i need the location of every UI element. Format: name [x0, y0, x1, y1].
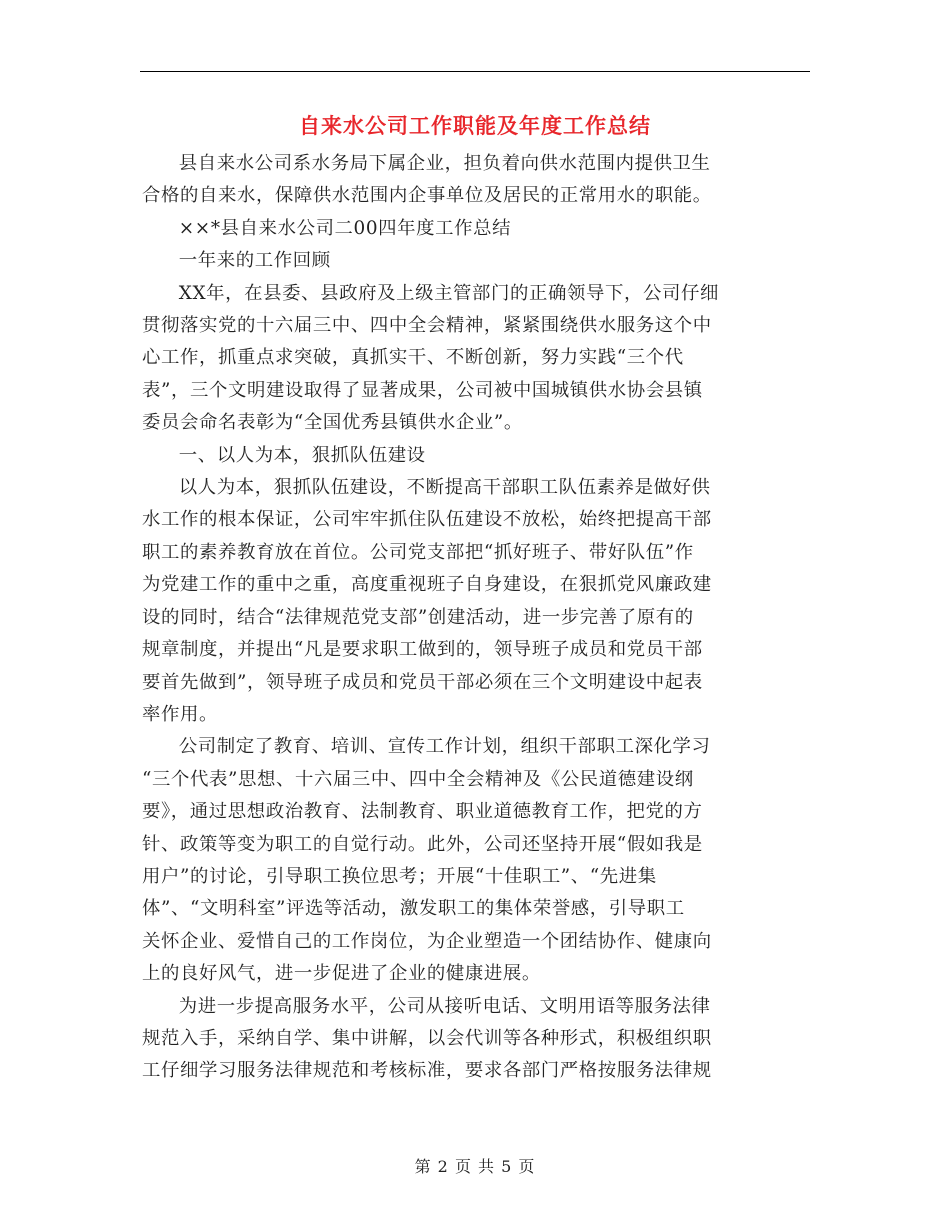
text-line: 规范入手，采纳自学、集中讲解，以会代训等各种形式，积极组织职: [142, 1027, 712, 1049]
document-title: 自来水公司工作职能及年度工作总结: [299, 113, 651, 138]
text-line: 针、政策等变为职工的自觉行动。此外，公司还坚持开展“假如我是: [142, 833, 703, 855]
text-line: 以人为本，狠抓队伍建设，不断提高干部职工队伍素养是做好供: [178, 477, 711, 499]
text-line: 体”、“文明科室”评选等活动，激发职工的集体荣誉感，引导职工: [142, 898, 685, 920]
text-line: 为进一步提高服务水平，公司从接听电话、文明用语等服务法律: [178, 995, 711, 1017]
paragraph-4: [142, 278, 810, 440]
text-line: 率作用。: [142, 703, 218, 725]
text-line: 上的良好风气，进一步促进了企业的健康进展。: [142, 963, 541, 985]
text-line: 工仔细学习服务法律规范和考核标准，要求各部门严格按服务法律规: [142, 1060, 712, 1082]
header-rule: [140, 71, 810, 72]
text-line: 要》，通过思想政治教育、法制教育、职业道德教育工作，把党的方: [142, 801, 703, 823]
text-line: 县自来水公司系水务局下属企业，担负着向供水范围内提供卫生: [178, 153, 711, 174]
text-line: 用户”的讨论，引导职工换位思考；开展“十佳职工”、“先进集: [142, 865, 657, 887]
text-line: 心工作，抓重点求突破，真抓实干、不断创新，努力实践“三个代: [142, 347, 684, 369]
text-line: 关怀企业、爱惜自己的工作岗位，为企业塑造一个团结协作、健康向: [142, 930, 712, 952]
text-line: 设的同时，结合“法律规范党支部”创建活动，进一步完善了原有的: [142, 606, 694, 628]
text-line: ××*县自来水公司二00四年度工作总结: [178, 217, 512, 239]
paragraph-2: [142, 213, 810, 245]
text-line: “三个代表”思想、十六届三中、四中全会精神及《公民道德建设纲: [142, 768, 694, 790]
text-line: 要首先做到”，领导班子成员和党员干部必须在三个文明建设中起表: [142, 671, 703, 693]
text-line: 一、以人为本，狠抓队伍建设: [178, 444, 426, 466]
text-line: XX年，在县委、县政府及上级主管部门的正确领导下，公司仔细: [178, 282, 719, 304]
text-line: 公司制定了教育、培训、宣传工作计划，组织干部职工深化学习: [178, 736, 711, 758]
paragraph-1: [142, 148, 810, 213]
paragraph-7: [142, 731, 810, 990]
text-line: 职工的素养教育放在首位。公司党支部把“抓好班子、带好队伍”作: [142, 541, 694, 563]
section-heading-1: [142, 440, 810, 472]
text-line: 委员会命名表彰为“全国优秀县镇供水企业”。: [142, 412, 523, 434]
text-line: 一年来的工作回顾: [178, 250, 331, 272]
text-line: 表”，三个文明建设取得了显著成果，公司被中国城镇供水协会县镇: [142, 379, 703, 401]
paragraph-8: [142, 991, 810, 1088]
text-line: 贯彻落实党的十六届三中、四中全会精神，紧紧围绕供水服务这个中: [142, 315, 712, 337]
document-body: [142, 148, 810, 1088]
text-line: 合格的自来水，保障供水范围内企事单位及居民的正常用水的职能。: [142, 185, 712, 207]
paragraph-3: [142, 245, 810, 277]
paragraph-6: [142, 472, 810, 731]
text-line: 规章制度，并提出“凡是要求职工做到的，领导班子成员和党员干部: [142, 639, 703, 661]
text-line: 为党建工作的重中之重，高度重视班子自身建设，在狠抓党风廉政建: [142, 574, 712, 596]
text-line: 水工作的根本保证，公司牢牢抓住队伍建设不放松，始终把提高干部: [142, 509, 712, 531]
page-number-footer: 第 2 页 共 5 页: [414, 1157, 536, 1176]
